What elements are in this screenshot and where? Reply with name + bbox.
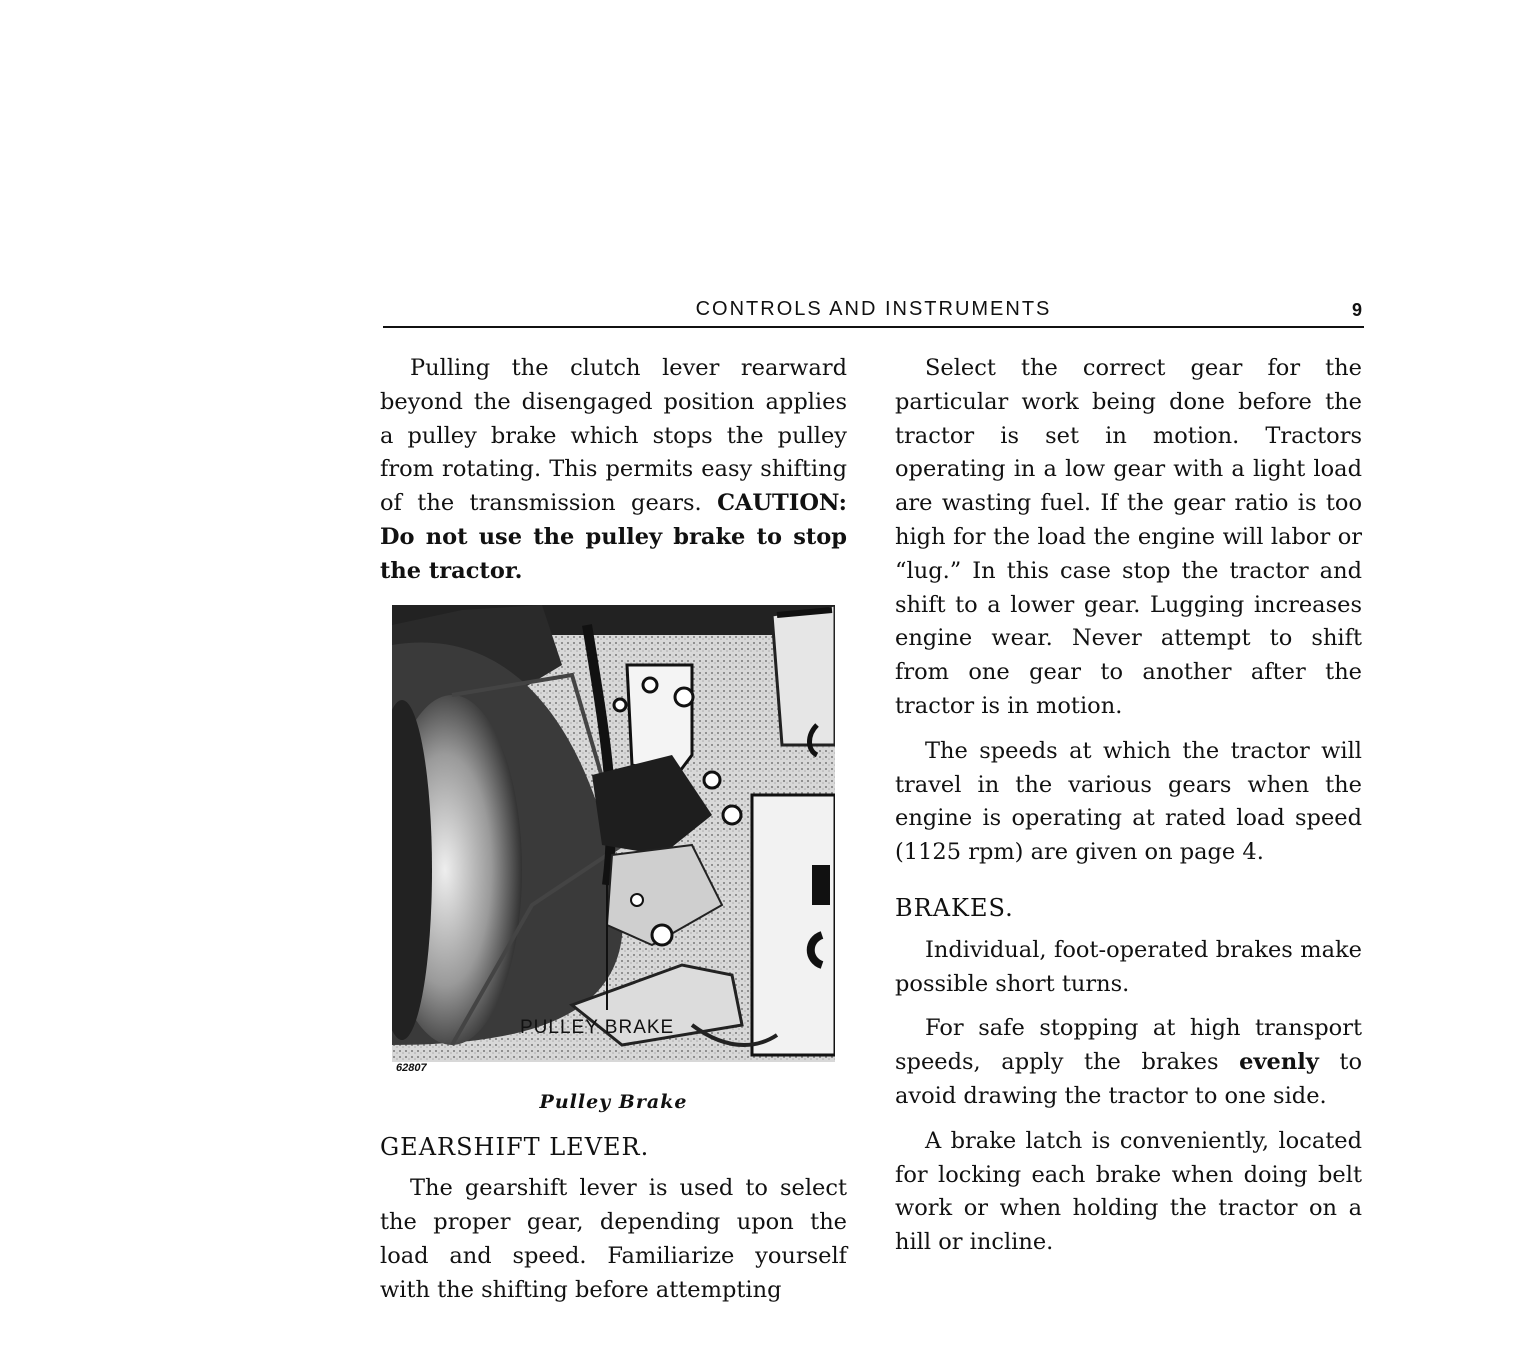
running-head-title: CONTROLS AND INSTRUMENTS (695, 298, 1052, 320)
brakes-paragraph: Individual, foot-operated brakes make possible short turns. (895, 936, 1362, 997)
pulley-brake-figure (380, 605, 847, 1085)
speeds-paragraph: The speeds at which the tractor will travel in the various gears when the engine is operating at rated load speed (1125 rpm) are given on page 4. (895, 737, 1362, 866)
left-column (380, 352, 847, 1319)
stopping-text-1: For safe stopping at high transport speeds, apply the brakes (895, 1015, 1362, 1076)
figure-caption: Pulley Brake (539, 1090, 688, 1113)
stopping-paragraph (895, 1012, 1362, 1113)
gear-select-paragraph: Select the correct gear for the particular work being done before the tractor is set in motion. Tractors operating in a low gear with a light load are wasting fuel. If the gear ratio is too high for the load the engine will labor or “lug.” In this case stop the tractor and shift to a lower gear. Lugging increases engine wear. Never attempt to shift from one gear to another after the tractor is in motion. (895, 355, 1362, 719)
right-column (895, 352, 1362, 1271)
gearshift-paragraph: The gearshift lever is used to select the proper gear, depending upon the load and speed. Familiarize yourself with the shifting before attempting (380, 1175, 847, 1303)
caution-text: CAUTION: Do not use the pulley brake to stop the tractor. (380, 490, 847, 584)
photo-label: PULLEY BRAKE (520, 1016, 675, 1038)
clutch-paragraph (380, 352, 847, 589)
brake-latch-paragraph: A brake latch is conveniently, located for locking each brake when doing belt work or when holding the tractor on a hill or incline. (895, 1127, 1362, 1256)
page-number: 9 (1351, 300, 1362, 320)
clutch-paragraph-text: Pulling the clutch lever rearward beyond the disengaged position applies a pulley brake which stops the pulley from rotating. This permits easy shifting of the transmission gears. (380, 355, 847, 517)
brakes-heading: BRAKES. (895, 893, 1014, 922)
pulley-brake-photo (392, 605, 835, 1062)
stopping-emphasis: evenly (1239, 1049, 1319, 1076)
running-head (383, 296, 1364, 328)
gearshift-heading: GEARSHIFT LEVER. (380, 1132, 650, 1161)
figure-number: 62807 (396, 1061, 427, 1074)
stopping-text-2: to avoid drawing the tractor to one side. (895, 1049, 1362, 1109)
